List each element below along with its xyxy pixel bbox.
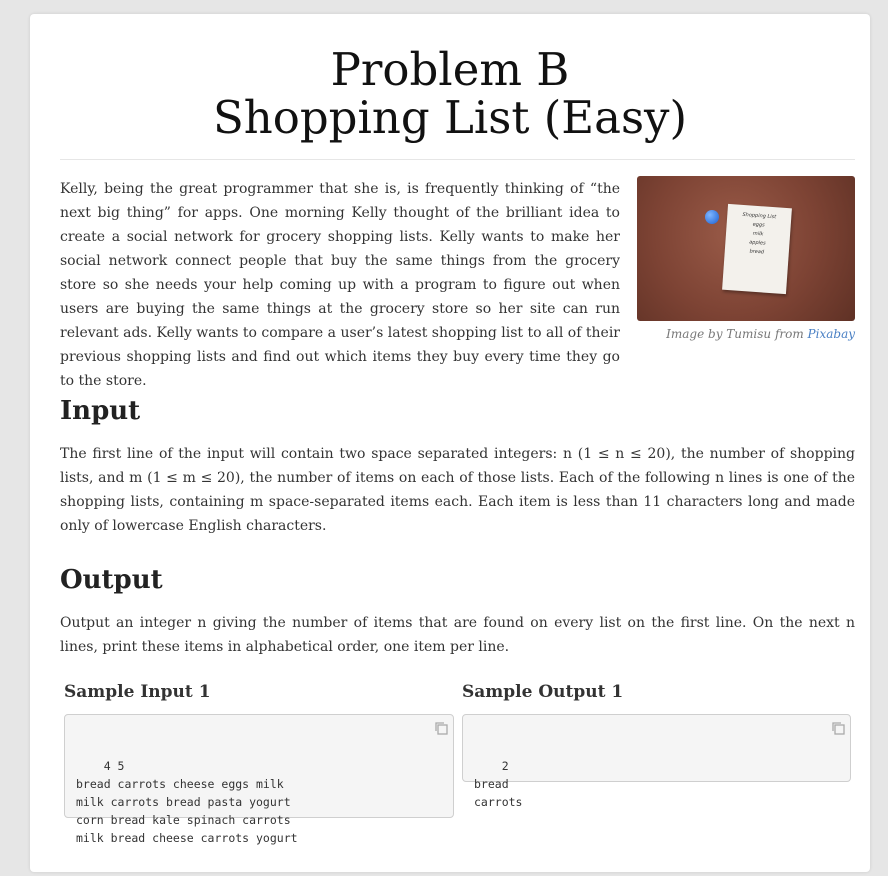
input-heading: Input (60, 396, 141, 426)
sample-output-box (462, 714, 851, 809)
copy-icon[interactable] (830, 720, 846, 736)
input-description: The first line of the input will contain two space separated integers: n (1 ≤ n ≤ 20), the number of shopping lists, and m (1 ≤ m ≤ 20), the number of items on each of those lists. Each of the following n lines is one of the shopping lists, containing m space-separated items each. Each item is less than 11 characters long and made only of lowercase English characters. (60, 446, 855, 534)
shopping-list-photo (637, 176, 855, 321)
sample-output-heading: Sample Output 1 (462, 682, 624, 702)
sample-input-heading: Sample Input 1 (64, 682, 211, 702)
note-line: apples (748, 239, 766, 247)
pixabay-link[interactable]: Pixabay (807, 327, 855, 341)
problem-card (30, 14, 870, 872)
sticky-note (722, 204, 792, 294)
sample-input-content: 4 5 bread carrots cheese eggs milk milk carrots bread pasta yogurt corn bread kale spinach carrots milk bread cheese carrots yogurt (76, 759, 298, 845)
problem-title-line1: Problem B (330, 43, 570, 96)
title-divider (60, 159, 855, 160)
intro-paragraph: Kelly, being the great programmer that she is, is frequently thinking of “the next big thing” for apps. One morning Kelly thought of the brilliant idea to create a social network for grocery shopping lists. Kelly wants to make her social network connect people that buy the same things from the grocery store so she needs your help coming up with a program to figure out when users are buying the same things at the grocery store so her site can run relevant ads. Kelly wants to compare a user’s latest shopping list to all of their previous shopping lists and find out which items they buy every time they go to the store. (60, 181, 620, 389)
note-line: Shopping List (742, 211, 777, 221)
copy-icon[interactable] (433, 720, 449, 736)
problem-title-line2: Shopping List (Easy) (212, 91, 688, 144)
image-caption (630, 327, 855, 341)
sample-input-box (64, 714, 454, 845)
note-line: milk (752, 230, 764, 238)
output-description: Output an integer n giving the number of items that are found on every list on the first line. On the next n lines, print these items in alphabetical order, one item per line. (60, 615, 855, 655)
output-heading: Output (60, 565, 163, 595)
pushpin-icon (705, 210, 719, 224)
note-line: bread (749, 248, 765, 256)
note-line: eggs (752, 221, 765, 229)
sample-output-content: 2 bread carrots (474, 759, 523, 809)
caption-text: Image by Tumisu from (666, 327, 804, 341)
